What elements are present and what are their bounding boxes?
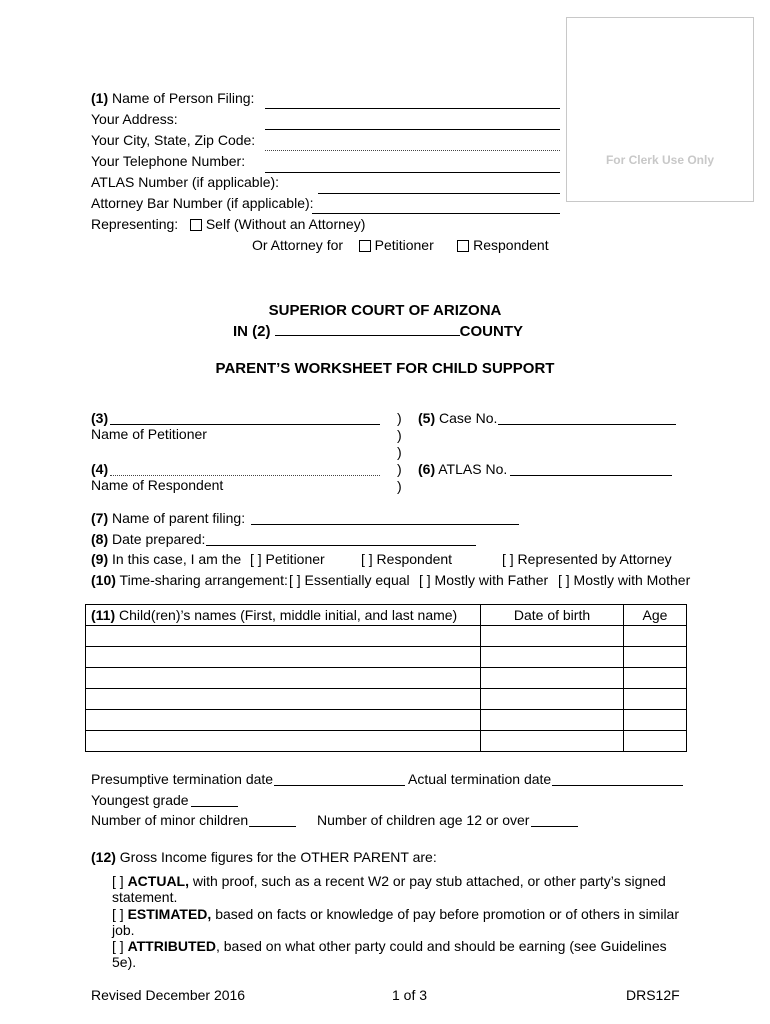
- timesharing-equal-option[interactable]: [ ] Essentially equal: [289, 572, 410, 588]
- representing-row: Representing: Self (Without an Attorney): [91, 216, 366, 232]
- role-label: (9) In this case, I am the: [91, 551, 242, 567]
- footer-form-code: DRS12F: [626, 987, 680, 1003]
- child-age-cell[interactable]: [624, 731, 687, 752]
- self-label: Self (Without an Attorney): [205, 216, 366, 232]
- filer-name-field[interactable]: [265, 108, 560, 109]
- respondent-label: Respondent: [473, 237, 549, 253]
- income-actual-option[interactable]: [ ] ACTUAL, with proof, such as a recent W2 or pay stub attached, or other party’s signed statement.: [112, 873, 666, 905]
- table-row: [86, 668, 687, 689]
- date-prepared-label: (8) Date prepared:: [91, 531, 206, 547]
- address-field[interactable]: [265, 129, 560, 130]
- child-age-cell[interactable]: [624, 626, 687, 647]
- role-attorney-option[interactable]: [ ] Represented by Attorney: [502, 551, 672, 567]
- atlas-no-field[interactable]: [510, 475, 672, 476]
- court-title: SUPERIOR COURT OF ARIZONA: [268, 302, 502, 319]
- dob-header: Date of birth: [481, 605, 624, 626]
- child-dob-cell[interactable]: [481, 626, 624, 647]
- table-row: [86, 689, 687, 710]
- timesharing-father-option[interactable]: [ ] Mostly with Father: [419, 572, 549, 588]
- city-label: Your City, State, Zip Code:: [91, 132, 256, 148]
- child-dob-cell[interactable]: [481, 647, 624, 668]
- address-label: Your Address:: [91, 111, 178, 127]
- petitioner-label: Petitioner: [374, 237, 434, 253]
- county-field[interactable]: [275, 322, 460, 336]
- child-age-cell[interactable]: [624, 647, 687, 668]
- paren: ): [397, 410, 402, 426]
- child-name-cell[interactable]: [86, 668, 481, 689]
- bar-field[interactable]: [312, 213, 560, 214]
- actual-label: Actual termination date: [408, 771, 552, 787]
- paren: ): [397, 427, 402, 443]
- income-estimated-option[interactable]: [ ] ESTIMATED, based on facts or knowledge of pay before promotion or of others in similar job.: [112, 906, 680, 938]
- atlas-no-label: (6) ATLAS No.: [418, 461, 508, 477]
- grade-field[interactable]: [191, 806, 238, 807]
- minor-field[interactable]: [249, 826, 296, 827]
- case-no-field[interactable]: [498, 424, 676, 425]
- date-prepared-field[interactable]: [206, 545, 476, 546]
- child-name-cell[interactable]: [86, 626, 481, 647]
- respondent-checkbox[interactable]: [457, 240, 469, 252]
- child-name-cell[interactable]: [86, 731, 481, 752]
- footer-revised: Revised December 2016: [91, 987, 246, 1003]
- atlas-label: ATLAS Number (if applicable):: [91, 174, 280, 190]
- child-age-cell[interactable]: [624, 689, 687, 710]
- role-respondent-option[interactable]: [ ] Respondent: [361, 551, 453, 567]
- clerk-use-box: [566, 17, 754, 202]
- case-no-label: (5) Case No.: [418, 410, 498, 426]
- child-dob-cell[interactable]: [481, 731, 624, 752]
- age12-field[interactable]: [531, 826, 578, 827]
- presumptive-label: Presumptive termination date: [91, 771, 274, 787]
- table-row: [86, 731, 687, 752]
- children-table: [85, 604, 687, 752]
- table-row: [86, 647, 687, 668]
- age-header: Age: [624, 605, 687, 626]
- clerk-use-label: For Clerk Use Only: [605, 153, 715, 167]
- paren: ): [397, 461, 402, 477]
- child-dob-cell[interactable]: [481, 710, 624, 731]
- paren: ): [397, 444, 402, 460]
- phone-label: Your Telephone Number:: [91, 153, 246, 169]
- income-intro: (12) Gross Income figures for the OTHER PARENT are:: [91, 849, 437, 865]
- table-header-row: [86, 605, 687, 626]
- actual-field[interactable]: [552, 785, 683, 786]
- parent-filing-label: (7) Name of parent filing:: [91, 510, 246, 526]
- child-age-cell[interactable]: [624, 710, 687, 731]
- filer-name-label: (1) Name of Person Filing:: [91, 90, 255, 106]
- minor-label: Number of minor children: [91, 812, 249, 828]
- phone-field[interactable]: [265, 172, 560, 173]
- form-title: PARENT’S WORKSHEET FOR CHILD SUPPORT: [215, 360, 555, 377]
- petitioner-name-field[interactable]: [110, 424, 380, 425]
- children-name-header: (11) Child(ren)’s names (First, middle initial, and last name): [86, 605, 481, 626]
- age12-label: Number of children age 12 or over: [317, 812, 530, 828]
- petitioner-checkbox[interactable]: [359, 240, 371, 252]
- respondent-num: (4): [91, 461, 109, 477]
- child-dob-cell[interactable]: [481, 668, 624, 689]
- presumptive-field[interactable]: [274, 785, 405, 786]
- respondent-name-label: Name of Respondent: [91, 477, 224, 493]
- timesharing-mother-option[interactable]: [ ] Mostly with Mother: [558, 572, 691, 588]
- role-petitioner-option[interactable]: [ ] Petitioner: [250, 551, 325, 567]
- child-name-cell[interactable]: [86, 689, 481, 710]
- atlas-field[interactable]: [318, 193, 560, 194]
- bar-label: Attorney Bar Number (if applicable):: [91, 195, 314, 211]
- self-checkbox[interactable]: [190, 219, 202, 231]
- city-field[interactable]: [265, 150, 560, 151]
- child-age-cell[interactable]: [624, 668, 687, 689]
- paren: ): [397, 478, 402, 494]
- timesharing-label: (10) Time-sharing arrangement:: [91, 572, 288, 588]
- table-row: [86, 710, 687, 731]
- attorney-for-row: Or Attorney for Petitioner Respondent: [252, 237, 549, 253]
- child-name-cell[interactable]: [86, 647, 481, 668]
- petitioner-num: (3): [91, 410, 109, 426]
- footer-page-number: 1 of 3: [392, 987, 428, 1003]
- petitioner-name-label: Name of Petitioner: [91, 426, 207, 442]
- child-dob-cell[interactable]: [481, 689, 624, 710]
- child-name-cell[interactable]: [86, 710, 481, 731]
- county-row: IN (2) COUNTY: [233, 323, 524, 340]
- table-row: [86, 626, 687, 647]
- respondent-name-field[interactable]: [110, 475, 380, 476]
- income-attributed-option[interactable]: [ ] ATTRIBUTED, based on what other party could and should be earning (see Guidelines 5e).: [112, 938, 667, 970]
- parent-filing-field[interactable]: [251, 524, 519, 525]
- grade-label: Youngest grade: [91, 792, 189, 808]
